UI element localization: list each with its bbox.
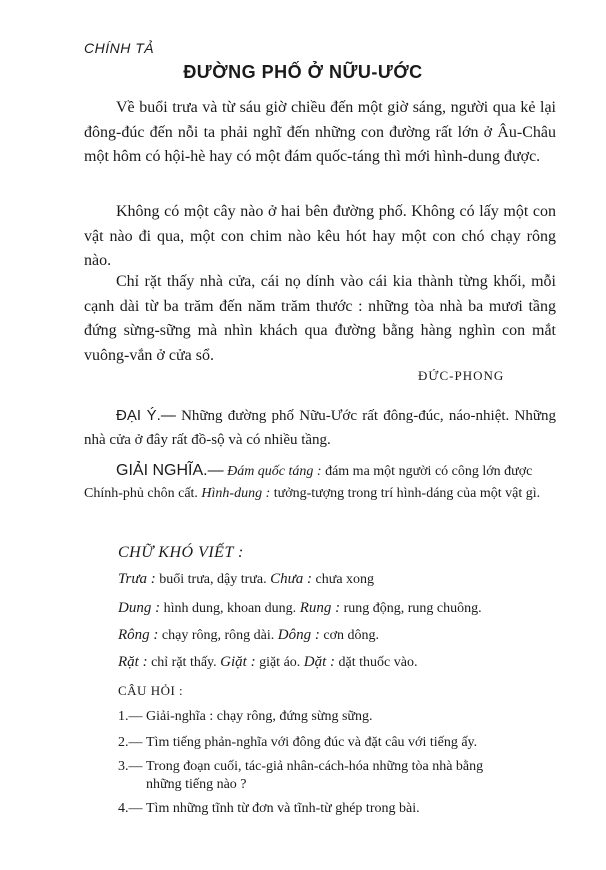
giai-nghia-block	[84, 460, 556, 505]
word-examples: hình dung, khoan dung.	[163, 601, 297, 616]
word-examples: chỉ rặt thấy.	[151, 655, 217, 670]
word-examples: buổi trưa, dậy trưa.	[159, 572, 267, 587]
question-number: 1.—	[118, 709, 143, 724]
word: Rung :	[299, 600, 341, 616]
question-text-continued: những tiếng nào ?	[146, 777, 247, 792]
word-examples: cơn dông.	[323, 628, 379, 643]
lesson-title: ĐƯỜNG PHỐ Ở NỮU-ƯỚC	[183, 62, 423, 82]
section-label: CHÍNH TẢ	[84, 40, 155, 56]
giai-nghia-def-2: tưởng-tượng trong trí hình-dáng của một vật gì.	[273, 486, 541, 501]
word-row	[118, 654, 417, 671]
word-examples: dặt thuốc vào.	[338, 655, 418, 670]
word: Chưa :	[270, 571, 313, 587]
giai-nghia-def-1: đám ma một người có công lớn được Chính-phủ chôn cất.	[84, 464, 533, 501]
question-item	[118, 758, 558, 794]
word-examples: rung động, rung chuông.	[343, 601, 482, 616]
question-text: Trong đoạn cuối, tác-giả nhân-cách-hóa những tòa nhà bằng	[146, 759, 484, 774]
word-examples: chạy rông, rông dài.	[161, 628, 275, 643]
dai-y-text: Những đường phố Nữu-Ước rất đông-đúc, náo-nhiệt. Những nhà cửa ở đây rất đồ-sộ và có nhiều tầng.	[84, 408, 556, 448]
word: Dung :	[118, 600, 161, 616]
giai-nghia-term-2: Hình-dung :	[201, 486, 271, 501]
word: Rặt :	[118, 654, 148, 670]
paragraph-1: Về buổi trưa và từ sáu giờ chiều đến một giờ sáng, người qua kẻ lại đông-đúc đến nỗi ta phải nghĩ đến những con đường rất lớn ở Âu-Châu một hôm có hội-hè hay có một đám quốc-táng thì mới hình-dung được.	[84, 99, 556, 165]
question-text: Tìm những tĩnh từ đơn và tĩnh-từ ghép trong bài.	[146, 801, 420, 816]
paragraph-2: Không có một cây nào ở hai bên đường phố. Không có lấy một con vật nào đi qua, một con chim nào kêu hót hay một con chó chạy rông nào.	[84, 203, 556, 269]
question-number: 3.—	[118, 759, 143, 774]
word-row	[118, 600, 482, 617]
word: Giặt :	[220, 654, 256, 670]
word-examples: giặt áo.	[259, 655, 301, 670]
word: Dông :	[277, 627, 320, 643]
word: Trưa :	[118, 571, 156, 587]
giai-nghia-heading: GIẢI NGHĨA.—	[116, 462, 224, 479]
author-name: ĐỨC-PHONG	[418, 368, 505, 383]
question-item	[118, 734, 558, 752]
word-row	[118, 627, 379, 644]
question-number: 2.—	[118, 735, 143, 750]
dai-y-block	[84, 404, 556, 452]
question-text: Tìm tiếng phản-nghĩa với đông đúc và đặt câu với tiếng ấy.	[146, 735, 478, 750]
word-row	[118, 571, 374, 588]
cau-hoi-heading: CÂU HỎI :	[118, 683, 184, 698]
dai-y-heading: ĐẠI Ý.—	[116, 407, 176, 424]
chu-kho-viet-heading: CHỮ KHÓ VIẾT :	[118, 544, 244, 561]
question-item	[118, 708, 558, 726]
word: Rông :	[118, 627, 159, 643]
question-text: Giải-nghĩa : chạy rông, đứng sừng sững.	[146, 709, 373, 724]
paragraph-3: Chỉ rặt thấy nhà cửa, cái nọ dính vào cái kia thành từng khối, mỗi cạnh dài từ ba trăm đến năm trăm thước : những tòa nhà ba mươi tầng đứng sừng-sững mà nhìn khách qua đường bằng hàng nghìn con mắt vuông-vắn ở cửa sổ.	[84, 273, 556, 364]
word: Dặt :	[303, 654, 336, 670]
question-number: 4.—	[118, 801, 143, 816]
question-item	[118, 800, 558, 818]
word-examples: chưa xong	[315, 572, 375, 587]
giai-nghia-term-1: Đám quốc táng :	[227, 464, 322, 479]
